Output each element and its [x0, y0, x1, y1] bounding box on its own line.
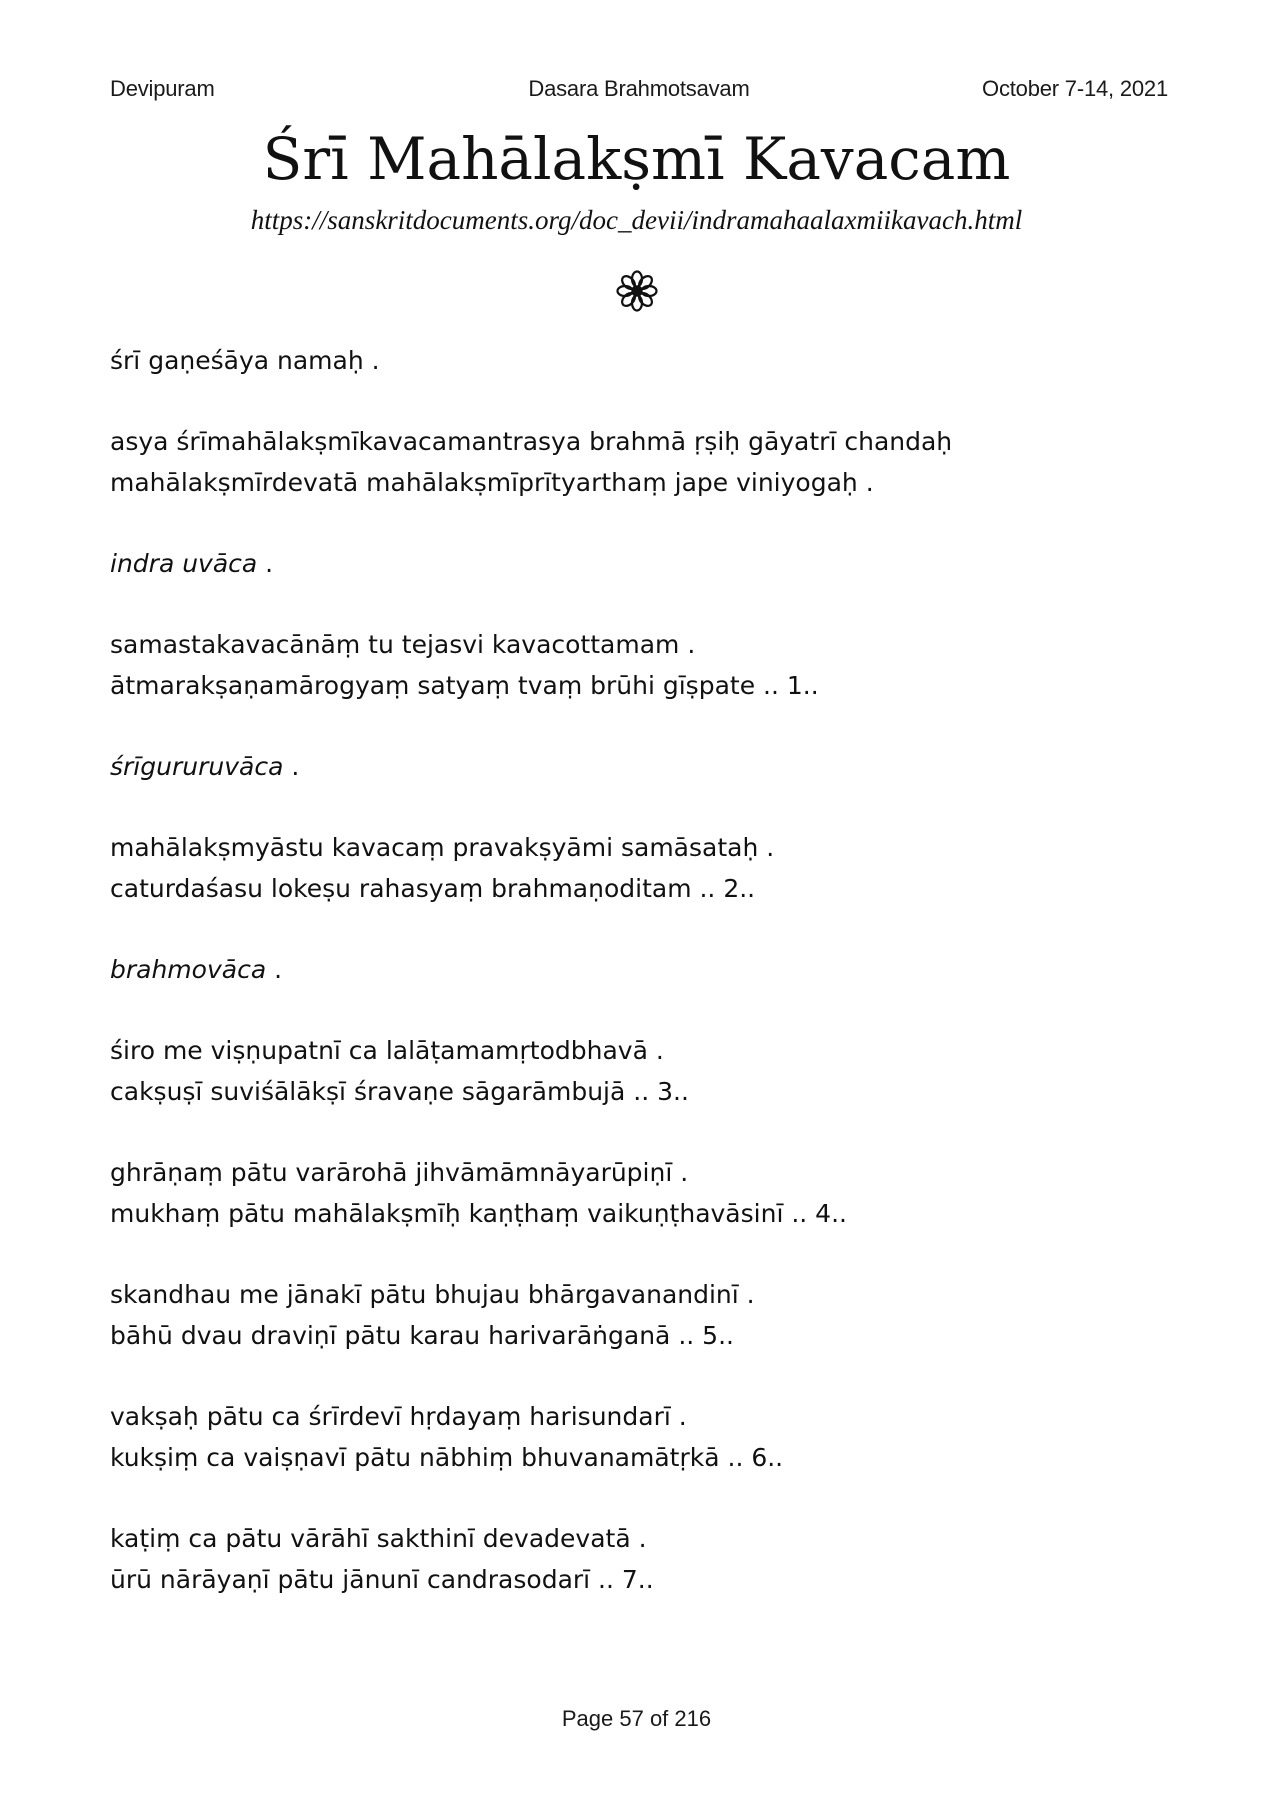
speaker-punct: .: [266, 955, 283, 984]
header-location: Devipuram: [110, 76, 215, 101]
verse-block-4: [110, 1152, 1170, 1234]
verse-line: ghrāṇaṃ pātu varārohā jihvāmāmnāyarūpiṇī .: [110, 1158, 689, 1187]
page-title: Śrī Mahālakṣmī Kavacam: [262, 125, 1011, 193]
verse-line: mahālakṣmyāstu kavacaṃ pravakṣyāmi samāsataḥ .: [110, 833, 775, 862]
viniyoga-line-2: mahālakṣmīrdevatā mahālakṣmīprītyarthaṃ jape viniyogaḥ .: [110, 468, 874, 497]
flower-ornament-icon: [616, 270, 658, 312]
stotra-text: [110, 340, 1170, 1640]
verse-block-1: [110, 624, 1170, 706]
invocation-line: śrī gaṇeśāya namaḥ .: [110, 346, 380, 375]
verse-block-3: [110, 1030, 1170, 1112]
verse-line: kaṭiṃ ca pātu vārāhī sakthinī devadevatā .: [110, 1524, 647, 1553]
verse-block-6: [110, 1396, 1170, 1478]
speaker-heading: [110, 949, 1170, 990]
verse-line: kukṣiṃ ca vaiṣṇavī pātu nābhiṃ bhuvanamātṛkā .. 6..: [110, 1443, 784, 1472]
verse-block-2: [110, 827, 1170, 909]
header-date: October 7-14, 2021: [982, 76, 1168, 101]
verse-line: cakṣuṣī suviśālākṣī śravaṇe sāgarāmbujā .. 3..: [110, 1077, 689, 1106]
verse-line: ātmarakṣaṇamārogyaṃ satyaṃ tvaṃ brūhi gīṣpate .. 1..: [110, 671, 819, 700]
verse-line: skandhau me jānakī pātu bhujau bhārgavanandinī .: [110, 1280, 755, 1309]
verse-block-7: [110, 1518, 1170, 1600]
speaker-name: brahmovāca: [110, 955, 267, 984]
verse-line: bāhū dvau draviṇī pātu karau harivarāṅganā .. 5..: [110, 1321, 734, 1350]
speaker-name: śrīgururuvāca: [110, 752, 284, 781]
verse-line: vakṣaḥ pātu ca śrīrdevī hṛdayaṃ harisundarī .: [110, 1402, 687, 1431]
page-number: Page 57 of 216: [561, 1706, 712, 1731]
verse-line: caturdaśasu lokeṣu rahasyaṃ brahmaṇoditam .. 2..: [110, 874, 756, 903]
page-header: [110, 76, 1168, 106]
speaker-heading: [110, 746, 1170, 787]
verse-line: mukhaṃ pātu mahālakṣmīḥ kaṇṭhaṃ vaikuṇṭhavāsinī .. 4..: [110, 1199, 847, 1228]
source-url: https://sanskritdocuments.org/doc_devii/indramahaalaxmiikavach.html: [250, 205, 1023, 235]
verse-line: ūrū nārāyaṇī pātu jānunī candrasodarī .. 7..: [110, 1565, 654, 1594]
speaker-heading: [110, 543, 1170, 584]
speaker-name: indra uvāca: [110, 549, 258, 578]
speaker-punct: .: [257, 549, 274, 578]
viniyoga-block: [110, 421, 1170, 503]
verse-line: śiro me viṣṇupatnī ca lalāṭamamṛtodbhavā .: [110, 1036, 664, 1065]
speaker-punct: .: [283, 752, 300, 781]
header-event-name: Dasara Brahmotsavam: [528, 76, 750, 101]
verse-block-5: [110, 1274, 1170, 1356]
viniyoga-line-1: asya śrīmahālakṣmīkavacamantrasya brahmā ṛṣiḥ gāyatrī chandaḥ: [110, 427, 953, 456]
verse-line: samastakavacānāṃ tu tejasvi kavacottamam .: [110, 630, 696, 659]
